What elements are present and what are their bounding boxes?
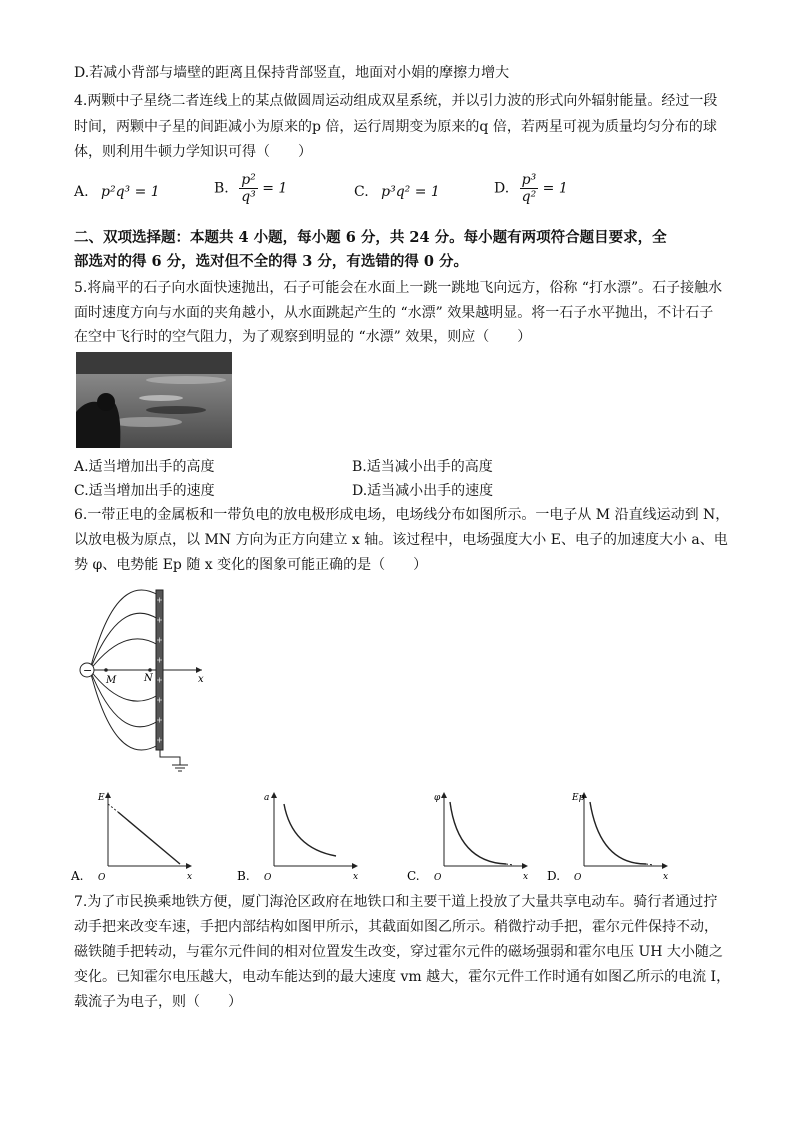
question-4-line-2: 时间，两颗中子星的间距减小为原来的p 倍，运行周期变为原来的q 倍，若两星可视为质量均匀分布的球 [74,119,717,135]
section-heading-cont: 部选对的得 6 分，选对但不全的得 3 分，有选错的得 0 分。 [74,253,469,270]
question-5-line-2: 面时速度方向与水面的夹角越小，从水面跳起产生的 “水漂” 效果越明显。将一石子水平抛出，不计石子 [74,305,714,321]
q5-option-c: C.适当增加出手的速度 [74,483,215,499]
graph-option-c [406,786,536,886]
discharge-electrode-sign: − [83,664,93,677]
option-rhs: = 1 [262,180,288,197]
graph-option-label: A. [71,869,84,883]
graph-option-label: C. [407,869,420,883]
point-n-label: N [144,673,153,684]
graph-y-label: Ep [572,793,585,803]
graph-option-b [236,786,366,886]
graph-origin-label: O [264,873,272,883]
graph-x-label: x [523,872,529,882]
photo-illustration [76,352,232,448]
question-7-line-3: 磁铁随手把转动，与霍尔元件间的相对位置发生改变，穿过霍尔元件的磁场强弱和霍尔电压 UH 大小随之 [74,944,723,960]
option-formula: p²q³ = 1 [101,184,160,200]
option-label: B. [214,180,229,197]
option-fraction [520,172,539,205]
section-heading: 二、双项选择题：本题共 4 小题，每小题 6 分，共 24 分。每小题有两项符合题目要求，全 [74,229,667,246]
question-7-line-1: 7.为了市民换乘地铁方便，厦门海沧区政府在地铁口和主要干道上投放了大量共享电动车。骑行者通过拧 [74,894,718,910]
question-4-line-1: 4.两颗中子星绕二者连线上的某点做圆周运动组成双星系统，并以引力波的形式向外辐射能量。经过一段 [74,93,718,109]
question-7-line-2: 动手把来改变车速，手把内部结构如图甲所示，其截面如图乙所示。稍微拧动手把，霍尔元件保持不动， [74,919,718,935]
graph-x-label: x [353,872,359,882]
fraction-denominator: q² [521,189,537,205]
question-7-line-5: 载流子为电子，则（ ） [74,994,242,1010]
question-6-line-2: 以放电极为原点，以 MN 方向为正方向建立 x 轴。该过程中，电场强度大小 E、电子的加速度大小 a、电 [74,532,728,548]
graph-option-label: B. [237,869,250,883]
fraction-denominator: q³ [241,189,256,205]
graph-option-label: D. [547,869,561,883]
option-formula: p³q² = 1 [381,184,440,200]
option-fraction [239,172,258,205]
q5-option-b: B.适当减小出手的高度 [352,459,493,475]
q5-option-d: D.适当减小出手的速度 [352,483,494,499]
option-label: A. [74,184,89,200]
text-line: D.若减小背部与墙壁的距离且保持背部竖直，地面对小娟的摩擦力增大 [74,65,510,81]
option-label: C. [354,184,369,200]
question-6-line-3: 势 φ、电势能 Ep 随 x 变化的图象可能正确的是（ ） [74,557,428,573]
graph-option-a [70,786,200,886]
graph-y-label: φ [434,793,441,803]
graph-y-label: a [264,793,270,803]
fraction-numerator: p³ [521,172,537,188]
electric-field-figure [70,585,230,775]
graph-y-label: E [98,793,105,803]
q4-option-a [74,184,160,200]
option-label: D. [494,180,510,197]
graph-origin-label: O [574,873,582,883]
q4-option-b [214,172,287,205]
graph-x-label: x [187,872,193,882]
question-6-line-1: 6.一带正电的金属板和一带负电的放电极形成电场，电场线分布如图所示。一电子从 M 沿直线运动到 N， [74,507,730,523]
option-rhs: = 1 [542,180,568,197]
fraction-numerator: p² [241,172,256,188]
graph-origin-label: O [98,873,106,883]
graph-option-d [546,786,676,886]
question-7-line-4: 变化。已知霍尔电压越大，电动车能达到的最大速度 vm 越大，霍尔元件工作时通有如图乙所示的电流 I， [74,969,731,985]
x-axis-label: x [198,674,204,685]
q4-option-d [494,172,568,205]
question-4-line-3: 体，则利用牛顿力学知识可得（ ） [74,144,312,160]
q5-option-a: A.适当增加出手的高度 [74,459,215,475]
stone-skipping-photo [76,352,232,448]
question-5-line-1: 5.将扁平的石子向水面快速抛出，石子可能会在水面上一跳一跳地飞向远方，俗称 “打水漂”。石子接触水 [74,280,723,296]
graph-x-label: x [663,872,669,882]
q4-option-c [354,184,440,200]
question-5-line-3: 在空中飞行时的空气阻力，为了观察到明显的 “水漂” 效果，则应（ ） [74,329,532,345]
point-m-label: M [106,675,117,686]
graph-origin-label: O [434,873,442,883]
